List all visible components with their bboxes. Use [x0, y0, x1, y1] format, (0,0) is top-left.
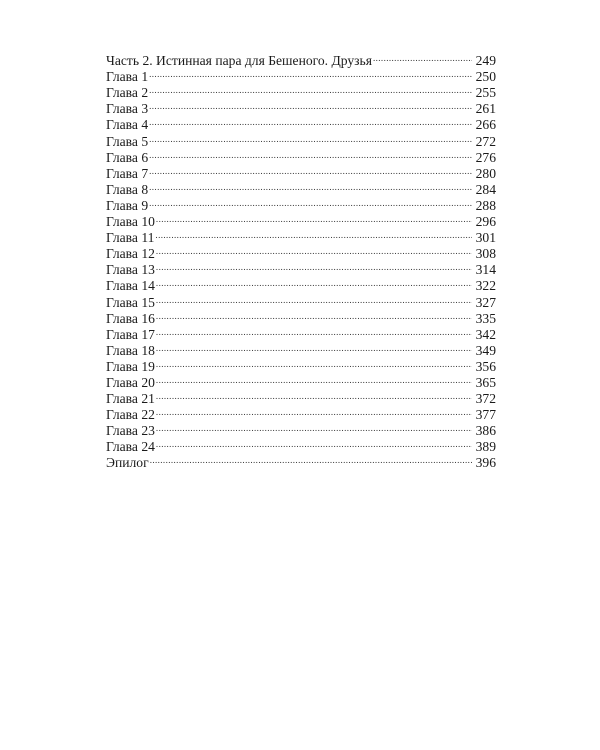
dot-leader [156, 435, 472, 451]
toc-entry-page-number: 308 [475, 246, 496, 262]
toc-entry-page-number: 322 [475, 278, 496, 294]
toc-entry-title: Глава 11 [106, 230, 155, 246]
dot-leader [149, 113, 472, 129]
toc-entry-title: Глава 6 [106, 149, 149, 165]
dot-leader [156, 371, 472, 387]
toc-entry [106, 307, 496, 326]
toc-entry-title: Глава 4 [106, 117, 149, 133]
toc-entry-title: Глава 7 [106, 165, 149, 181]
toc-entry-title: Глава 20 [106, 374, 155, 390]
toc-entry-page-number: 266 [475, 117, 496, 133]
dot-leader [156, 290, 472, 306]
toc-entry-title: Глава 8 [106, 181, 149, 197]
toc-entry-page-number: 301 [475, 230, 496, 246]
dot-leader [155, 226, 472, 242]
toc-entry-title: Глава 24 [106, 439, 155, 455]
dot-leader [149, 194, 472, 210]
toc-entry [106, 65, 496, 85]
dot-leader [156, 210, 472, 226]
toc-entry-page-number: 249 [475, 53, 496, 69]
toc-entry-title: Глава 12 [106, 246, 155, 262]
toc-entry [106, 113, 496, 133]
toc-entry-title: Глава 1 [106, 69, 149, 85]
toc-entry [106, 226, 496, 246]
toc-entry-page-number: 372 [475, 391, 496, 407]
toc-entry [106, 210, 496, 230]
toc-entry-page-number: 396 [475, 455, 496, 471]
toc-entry [106, 242, 496, 262]
dot-leader [156, 242, 472, 258]
dot-leader [373, 49, 472, 65]
toc-entry [106, 274, 496, 294]
toc-entry-title: Глава 18 [106, 342, 155, 358]
toc-entry-title: Эпилог [106, 455, 149, 471]
table-of-contents [106, 49, 496, 471]
toc-entry-title: Глава 15 [106, 294, 155, 310]
toc-entry [106, 162, 496, 181]
dot-leader [149, 162, 472, 178]
toc-entry-title: Глава 10 [106, 214, 155, 230]
toc-entry-page-number: 280 [475, 165, 496, 181]
dot-leader [150, 451, 472, 467]
dot-leader [149, 81, 472, 97]
toc-entry [106, 49, 496, 69]
dot-leader [156, 355, 472, 371]
toc-entry-page-number: 284 [475, 181, 496, 197]
toc-entry [106, 129, 496, 149]
toc-entry-page-number: 314 [475, 262, 496, 278]
toc-entry [106, 146, 496, 165]
toc-entry [106, 451, 496, 471]
dot-leader [156, 403, 472, 419]
toc-entry [106, 435, 496, 455]
toc-entry [106, 258, 496, 278]
toc-entry-title: Глава 23 [106, 423, 155, 439]
dot-leader [156, 419, 472, 435]
toc-entry [106, 371, 496, 390]
dot-leader [156, 339, 472, 355]
toc-entry [106, 419, 496, 439]
toc-entry-page-number: 386 [475, 423, 496, 439]
toc-entry [106, 323, 496, 342]
toc-entry-page-number: 255 [475, 85, 496, 101]
dot-leader [156, 387, 472, 403]
dot-leader [156, 274, 472, 290]
toc-entry-page-number: 327 [475, 294, 496, 310]
toc-entry [106, 387, 496, 407]
toc-entry [106, 290, 496, 310]
toc-entry [106, 403, 496, 423]
toc-entry-page-number: 389 [475, 439, 496, 455]
dot-leader [149, 178, 472, 194]
toc-entry-page-number: 250 [475, 69, 496, 85]
dot-leader [149, 129, 472, 145]
toc-entry-page-number: 296 [475, 214, 496, 230]
toc-entry-title: Глава 13 [106, 262, 155, 278]
dot-leader [149, 65, 472, 81]
toc-entry-title: Глава 19 [106, 358, 155, 374]
toc-entry-page-number: 342 [475, 326, 496, 342]
toc-entry-title: Глава 17 [106, 326, 155, 342]
toc-entry-page-number: 365 [475, 374, 496, 390]
toc-entry-title: Глава 2 [106, 85, 149, 101]
toc-entry-page-number: 349 [475, 342, 496, 358]
toc-entry-title: Глава 9 [106, 197, 149, 213]
dot-leader [149, 146, 472, 162]
toc-entry [106, 194, 496, 213]
toc-entry [106, 97, 496, 117]
toc-entry-page-number: 272 [475, 133, 496, 149]
toc-entry-title: Глава 21 [106, 391, 155, 407]
dot-leader [149, 97, 472, 113]
toc-entry-title: Глава 16 [106, 310, 155, 326]
toc-entry-page-number: 288 [475, 197, 496, 213]
toc-entry-page-number: 276 [475, 149, 496, 165]
toc-entry-title: Глава 5 [106, 133, 149, 149]
toc-entry-page-number: 356 [475, 358, 496, 374]
dot-leader [156, 307, 472, 323]
toc-entry-page-number: 377 [475, 407, 496, 423]
toc-entry-page-number: 261 [475, 101, 496, 117]
toc-entry-title: Часть 2. Истинная пара для Бешеного. Друзья [106, 53, 372, 69]
toc-entry-page-number: 335 [475, 310, 496, 326]
toc-entry [106, 178, 496, 197]
toc-entry [106, 355, 496, 374]
toc-entry [106, 81, 496, 101]
dot-leader [156, 323, 472, 339]
toc-entry [106, 339, 496, 358]
toc-entry-title: Глава 22 [106, 407, 155, 423]
toc-entry-title: Глава 14 [106, 278, 155, 294]
toc-entry-title: Глава 3 [106, 101, 149, 117]
dot-leader [156, 258, 472, 274]
